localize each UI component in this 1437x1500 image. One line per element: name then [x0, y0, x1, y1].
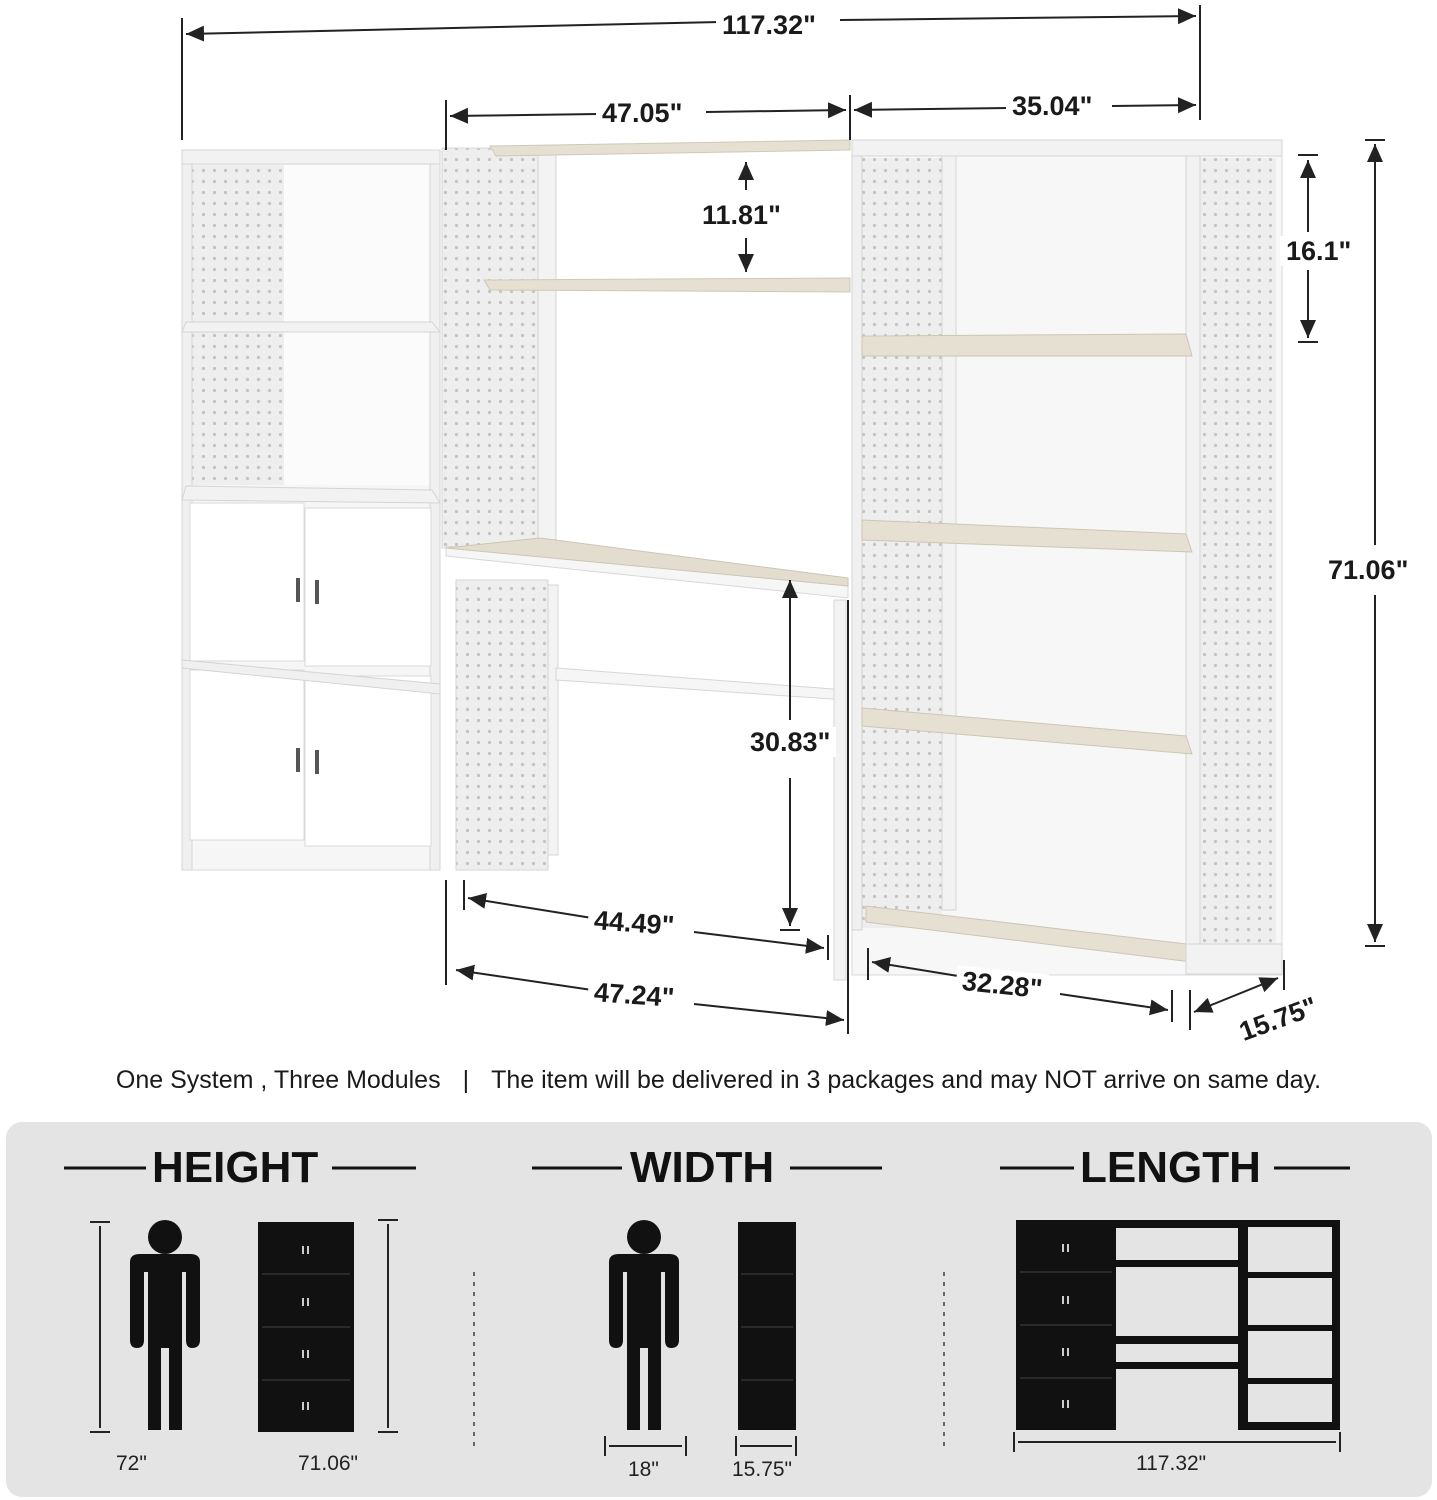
system-length-arrow: [1014, 1432, 1340, 1452]
desk-module: [442, 140, 850, 980]
narrow-cabinet-icon: [738, 1222, 796, 1430]
height-heading: HEIGHT: [152, 1143, 319, 1192]
right-bookcase-module: [852, 140, 1282, 975]
dim-depth: 15.75": [1235, 991, 1322, 1047]
delivery-note: [0, 1066, 1437, 1095]
person-height-arrow: [90, 1222, 110, 1432]
cabinet-width-label: 15.75": [732, 1458, 793, 1481]
dim-total-height: 71.06": [1322, 555, 1414, 585]
cabinet-icon: [258, 1222, 354, 1432]
cabinet-height-label: 71.06": [298, 1452, 359, 1475]
person-icon-width: [609, 1220, 679, 1430]
cabinet-height-arrow: [378, 1220, 398, 1432]
dim-desk-top-width: 47.05": [596, 98, 688, 128]
size-comparison-panel: [6, 1122, 1432, 1497]
dim-bookcase-shelf-gap: 16.1": [1280, 236, 1357, 266]
width-heading: WIDTH: [630, 1143, 775, 1192]
dim-desk-inner-width: 44.49": [587, 905, 681, 941]
dim-total-length: 117.32": [716, 10, 822, 40]
cabinet-width-arrow: [736, 1436, 796, 1456]
note-left: One System , Three Modules: [115, 1066, 441, 1094]
dim-bookcase-top-width: 35.04": [1006, 91, 1098, 121]
dim-desk-base-width: 47.24": [587, 977, 681, 1013]
system-length-label: 117.32": [1136, 1452, 1207, 1475]
person-height-label: 72": [116, 1452, 147, 1475]
dim-shelf-gap: 11.81": [696, 200, 787, 230]
left-cabinet-module: [182, 150, 440, 870]
note-right: The item will be delivered in 3 packages and may NOT arrive on same day.: [491, 1066, 1322, 1094]
length-heading: LENGTH: [1080, 1143, 1261, 1192]
note-separator: |: [462, 1066, 470, 1094]
person-width-label: 18": [628, 1458, 659, 1481]
system-icon: [1016, 1220, 1340, 1430]
dim-bookcase-base-width: 32.28": [955, 965, 1050, 1004]
person-width-arrow: [605, 1436, 686, 1456]
person-icon: [130, 1220, 200, 1430]
dim-desk-height: 30.83": [744, 727, 836, 757]
